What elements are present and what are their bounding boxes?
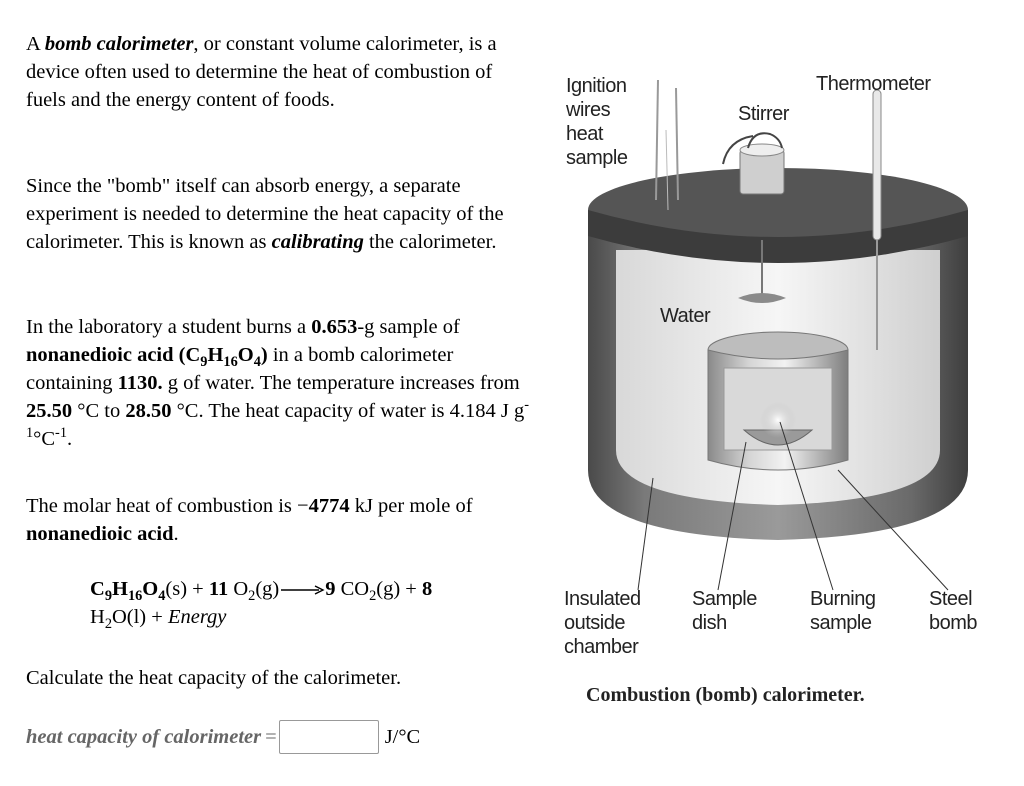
combustion-equation [90,575,530,631]
compound-name: nonanedioic acid [26,523,174,545]
lab-text: °C [33,428,56,450]
exponent: -1 [55,425,67,442]
lab-text: In the laboratory a student burns a [26,316,312,338]
label-line: dish [692,612,727,634]
calibrating-term: calibrating [271,231,364,253]
lab-text: -g sample of [357,316,460,338]
eq-text: (s) + [165,578,209,600]
thermometer-icon [873,90,881,240]
answer-label: heat capacity of calorimeter [26,726,262,748]
label-line: Ignition [566,75,627,97]
reaction-arrow-icon [279,584,325,596]
exponent: -1 [26,397,530,442]
label-line: chamber [564,636,639,658]
molar-text: The molar heat of combustion is − [26,495,309,517]
eq-sub: 2 [104,616,112,633]
lab-text: . [67,428,73,450]
label-line: Steel [929,588,973,610]
molar-text: . [173,523,179,545]
eq-energy: Energy [167,606,227,628]
formula-paren: ) [260,344,268,366]
label-stirrer: Stirrer [738,103,789,125]
eq-text: O [228,578,249,600]
label-water: Water [660,305,711,327]
formula-sub: 4 [253,354,261,371]
lab-paragraph [26,313,531,453]
sample-mass: 0.653 [311,316,358,338]
lab-text: in a bomb calorimeter containing [26,344,454,394]
label-insulated-chamber [564,587,641,659]
eq-sub: 2 [248,588,256,605]
heat-capacity-input[interactable] [279,720,379,754]
calibration-text-a: Since the "bomb" itself can absorb energy, a separate experiment is needed to determine the heat capacity of the calorimeter. This is known as [26,175,504,253]
calibration-text-b: the calorimeter. [363,231,497,253]
label-line: Sample [692,588,757,610]
intro-text-a: A [26,33,45,55]
compound-name-text: nonanedioic acid (C [26,344,201,366]
eq-coefficient: 11 [208,578,229,600]
eq-sub: 9 [104,588,112,605]
final-temperature: 28.50 [125,400,172,422]
lab-text: °C to [72,400,126,422]
label-steel-bomb [929,587,977,635]
formula-sub: 16 [223,354,238,371]
answer-row [26,720,420,754]
stirrer-motor [740,150,784,194]
eq-coefficient: 8 [422,578,433,600]
initial-temperature: 25.50 [26,400,73,422]
bomb-calorimeter-term: bomb calorimeter [44,33,194,55]
label-line: heat [566,123,603,145]
intro-paragraph [26,30,531,114]
label-line: Insulated [564,588,641,610]
formula-element: H [207,344,224,366]
eq-sub: 16 [127,588,143,605]
eq-text: H [90,606,105,628]
eq-element: H [111,578,128,600]
eq-element: C [90,578,105,600]
label-line: Burning [810,588,876,610]
compound-name [26,344,268,371]
lab-text: °C. The heat capacity of water is 4.184 J g [171,400,525,422]
eq-text: (g) + [376,578,422,600]
eq-coefficient: 9 [325,578,336,600]
lab-text: g of water. The temperature increases from [162,372,520,394]
intro-text-b: , or constant volume calorimeter, is a device often used to determine the heat of combustion of fuels and the energy content of foods. [26,33,497,111]
label-thermometer: Thermometer [816,73,931,95]
label-line: wires [566,99,611,121]
label-burning-sample [810,587,875,635]
molar-text: kJ per mole of [349,495,473,517]
label-line: sample [810,612,872,634]
calibration-paragraph [26,172,531,256]
water-mass: 1130. [117,372,163,394]
burning-sample-icon [760,402,796,438]
molar-heat-value: 4774 [308,495,350,517]
eq-text: O(l) + [111,606,168,628]
label-ignition-wires [566,74,627,170]
eq-text: CO [335,578,370,600]
label-sample-dish [692,587,757,635]
bomb-calorimeter-figure [548,50,1018,750]
eq-element: O [142,578,159,600]
answer-unit: J/°C [384,726,421,748]
label-line: sample [566,147,628,169]
formula-element: O [237,344,254,366]
question-text: Calculate the heat capacity of the calorimeter. [26,667,402,689]
label-line: outside [564,612,625,634]
answer-equals: = [265,726,277,748]
figure-caption: Combustion (bomb) calorimeter. [586,684,865,706]
eq-sub: 4 [158,588,166,605]
eq-sub: 2 [369,588,377,605]
formula-sub: 9 [200,354,208,371]
label-line: bomb [929,612,978,634]
eq-text: (g) [255,578,280,600]
molar-heat-paragraph [26,492,531,548]
